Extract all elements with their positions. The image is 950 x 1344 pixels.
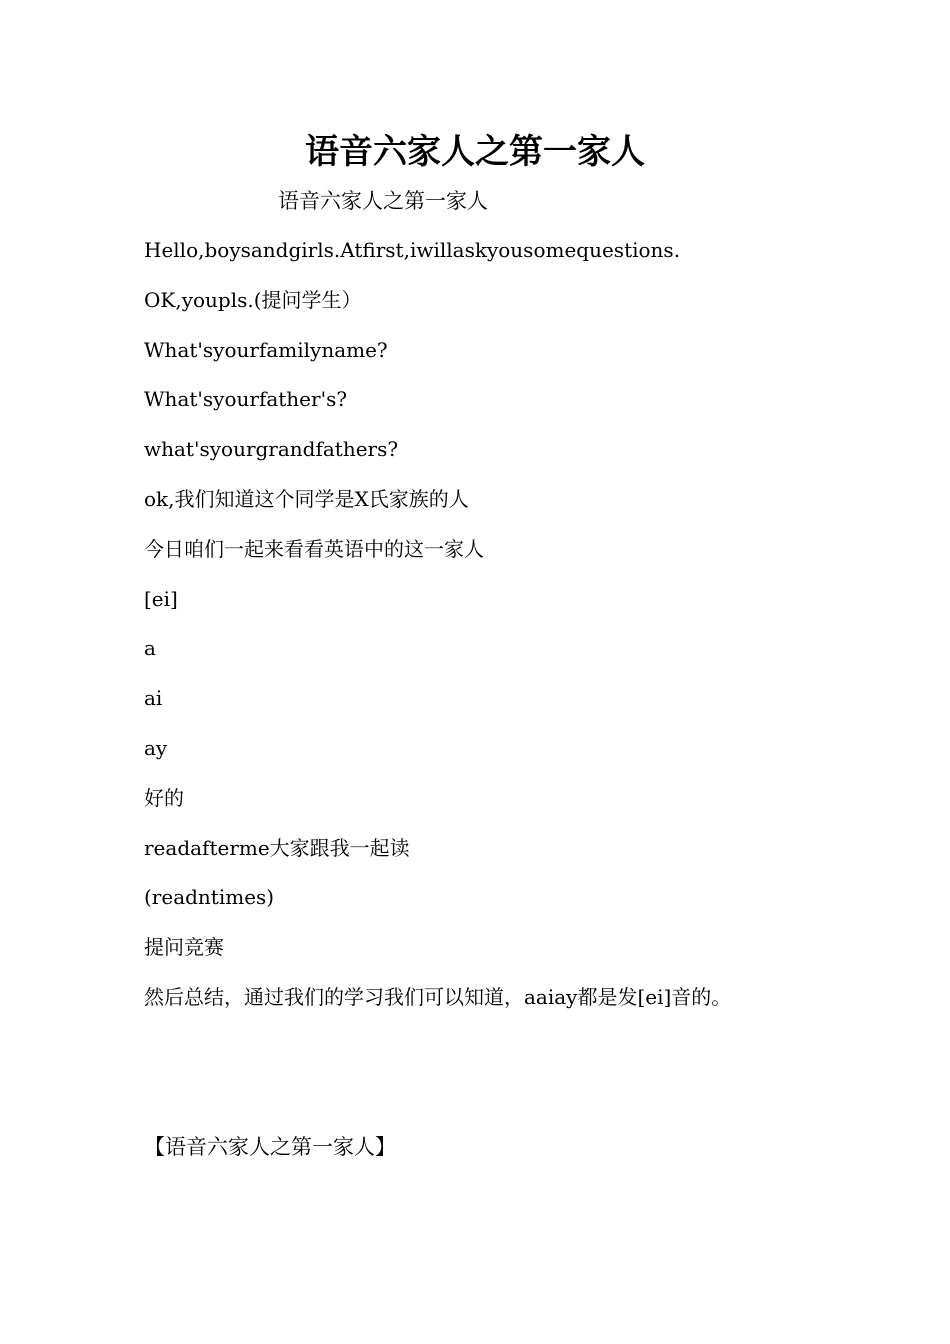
document-subtitle: 语音六家人之第一家人 xyxy=(278,189,488,213)
body-line: 今日咱们一起来看看英语中的这一家人 xyxy=(144,536,484,561)
body-line: (readntimes) xyxy=(144,885,275,910)
body-line: Hello,boysandgirls.Atfirst,iwillaskyousomequestions. xyxy=(144,238,681,262)
body-line: 提问竞赛 xyxy=(144,935,224,960)
body-line: [ei] xyxy=(144,586,178,611)
document-body xyxy=(144,235,904,1032)
body-line: ai xyxy=(144,686,163,711)
document-title: 语音六家人之第一家人 xyxy=(305,132,645,172)
body-line: ay xyxy=(144,735,168,760)
body-line: 好的 xyxy=(144,785,184,810)
body-line: What'syourfather's? xyxy=(144,387,348,412)
body-line: what'syourgrandfathers? xyxy=(144,437,399,462)
body-line: ok,我们知道这个同学是X氏家族的人 xyxy=(144,486,469,511)
body-line: 然后总结，通过我们的学习我们可以知道，aaiay都是发[ei]音的。 xyxy=(144,984,732,1009)
body-line: What'syourfamilyname? xyxy=(144,337,388,362)
body-line: readafterme大家跟我一起读 xyxy=(144,835,410,860)
body-line: OK,youpls.(提问学生） xyxy=(144,287,362,312)
document-footer: 【语音六家人之第一家人】 xyxy=(144,1135,396,1159)
body-line: a xyxy=(144,636,156,661)
